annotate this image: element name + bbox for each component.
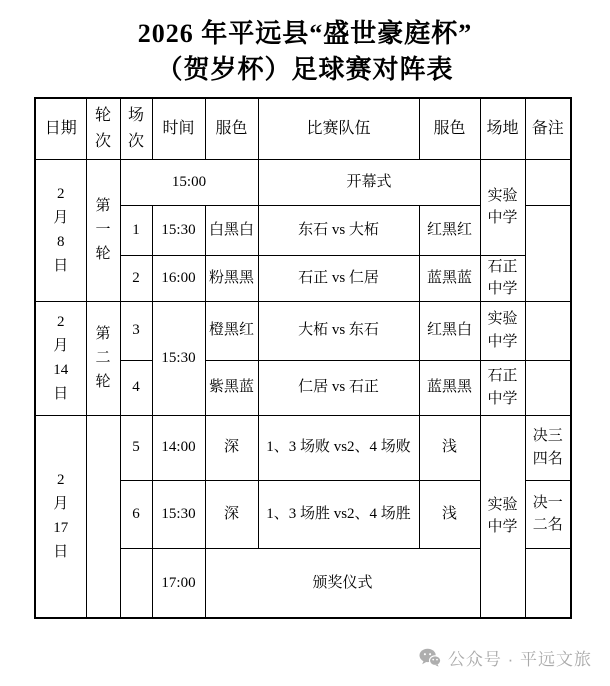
match4-teams: 仁居 vs 石正 [258,360,419,415]
date-cell-feb17 [35,415,86,618]
match5-time: 14:00 [152,415,205,480]
opening-event-cell: 开幕式 [258,159,480,205]
venue-match4-label: 石正中学 [487,368,518,407]
match1-no: 1 [120,205,152,255]
round-1-label: 第一轮 [95,198,111,262]
venue-opening-label: 实验中学 [487,187,518,226]
header-note: 备注 [525,98,571,159]
match1-teams: 东石 vs 大柘 [258,205,419,255]
footer-label: 公众号 · 平远文旅 [447,649,592,669]
venue-finals-label: 实验中学 [487,496,518,536]
page-title [0,16,610,88]
award-event-cell: 颁奖仪式 [205,548,480,618]
round-cell-3-empty [86,415,120,618]
venue-match2-label: 石正中学 [487,258,518,297]
note-cell-match4-empty [525,360,571,415]
match5-teams: 1、3 场败 vs2、4 场败 [258,415,419,480]
match4-no: 4 [120,360,152,415]
wechat-icon [419,648,441,667]
venue-cell-match3 [480,301,525,360]
match2-kit-right: 蓝黑蓝 [419,255,480,301]
venue-match3-label: 实验中学 [487,311,518,350]
match6-time: 15:30 [152,480,205,548]
shared-time-cell: 15:30 [152,301,205,415]
award-match-no-empty [120,548,152,618]
header-round-label: 轮次 [94,107,111,150]
header-match-label: 场次 [127,107,144,150]
match3-teams: 大柘 vs 东石 [258,301,419,360]
match3-kit-left: 橙黑红 [205,301,258,360]
match2-kit-left: 粉黑黑 [205,255,258,301]
match1-kit-left: 白黑白 [205,205,258,255]
match6-no: 6 [120,480,152,548]
award-time-cell: 17:00 [152,548,205,618]
venue-cell-match2 [480,255,525,301]
header-venue: 场地 [480,98,525,159]
opening-time-cell: 15:00 [120,159,258,205]
note-cell-match3-empty [525,301,571,360]
row-opening [35,159,571,205]
note-cell-match5 [525,415,571,480]
match4-kit-right: 蓝黑黑 [419,360,480,415]
venue-cell-match4 [480,360,525,415]
round-cell-2 [86,301,120,415]
match4-kit-left: 紫黑蓝 [205,360,258,415]
match2-teams: 石正 vs 仁居 [258,255,419,301]
header-kit-left: 服色 [205,98,258,159]
note-cell-match6 [525,480,571,548]
row-match5 [35,415,571,480]
match2-no: 2 [120,255,152,301]
venue-cell-finals [480,415,525,618]
match6-kit-left: 深 [205,480,258,548]
note-cell-opening-empty [525,159,571,205]
row-match3 [35,301,571,360]
header-round [86,98,120,159]
match1-kit-right: 红黑红 [419,205,480,255]
match5-no: 5 [120,415,152,480]
footer-watermark [419,645,592,669]
match3-no: 3 [120,301,152,360]
note-cell-match1-2-empty [525,205,571,301]
match5-kit-left: 深 [205,415,258,480]
match5-kit-right: 浅 [419,415,480,480]
round-2-label: 第二轮 [95,326,111,390]
header-kit-right: 服色 [419,98,480,159]
schedule-table [34,97,572,619]
date-feb17-label: 2月17日 [53,472,69,561]
round-cell-1 [86,159,120,301]
date-cell-feb14 [35,301,86,415]
note-match6-label: 决一二名 [532,494,563,533]
venue-cell-opening [480,159,525,255]
header-row [35,98,571,159]
header-date: 日期 [35,98,86,159]
date-cell-feb8 [35,159,86,301]
match6-kit-right: 浅 [419,480,480,548]
note-match5-label: 决三四名 [532,428,563,467]
match1-time: 15:30 [152,205,205,255]
title-line-1: 2026 年平远县“盛世豪庭杯” [137,19,473,48]
title-line-2: （贺岁杯）足球赛对阵表 [156,55,454,84]
header-time: 时间 [152,98,205,159]
match3-kit-right: 红黑白 [419,301,480,360]
date-feb8-label: 2月8日 [53,186,69,274]
header-match [120,98,152,159]
note-cell-award-empty [525,548,571,618]
date-feb14-label: 2月14日 [53,314,69,402]
match2-time: 16:00 [152,255,205,301]
match6-teams: 1、3 场胜 vs2、4 场胜 [258,480,419,548]
header-teams: 比赛队伍 [258,98,419,159]
